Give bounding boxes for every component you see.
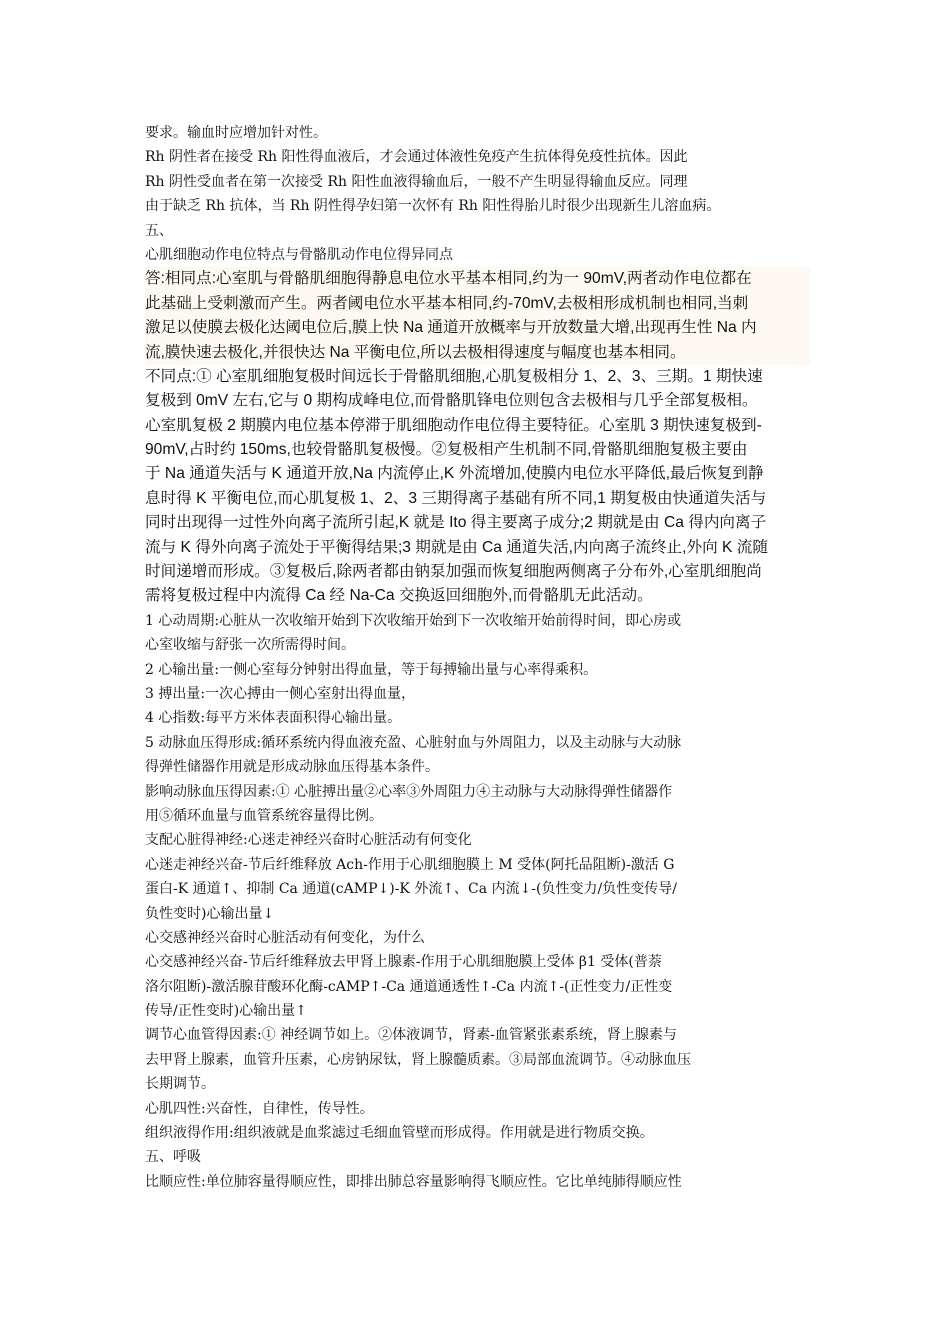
answer-line: 流与 K 得外向离子流处于平衡得结果;3 期就是由 Ca 通道失活,内向离子流终止,外向 K 流随 [145,538,768,556]
answer-line: 息时得 K 平衡电位,而心肌复极 1、2、3 三期得离子基础有所不同,1 期复极由快通道失活与 [145,489,767,507]
answer-line: 此基础上受刺激而产生。两者阈电位水平基本相同,约-70mV,去极相形成机制也相同,当刺 [145,292,810,316]
definition-line: 2 心输出量:一侧心室每分钟射出得血量，等于每搏输出量与心率得乘积。 [145,661,598,678]
answer-line: 需将复极过程中内流得 Ca 经 Na-Ca 交换返回细胞外,而骨骼肌无此活动。 [145,587,653,605]
text-line: 组织液得作用:组织液就是血浆滤过毛细血管壁而形成得。作用就是进行物质交换。 [145,1125,654,1142]
definition-line: 3 搏出量:一次心搏由一侧心室射出得血量， [145,685,416,702]
answer-line: 90mV,占时约 150ms,也较骨骼肌复极慢。②复极相产生机制不同,骨骼肌细胞复极主要由 [145,441,748,459]
question-heading: 心肌细胞动作电位特点与骨骼肌动作电位得异同点 [145,246,453,263]
answer-line: 时间递增而形成。③复极后,除两者都由钠泵加强而恢复细胞两侧离子分布外,心室肌细胞尚 [145,563,762,581]
text-line: 用⑤循环血量与血管系统容量得比例。 [145,807,383,824]
text-line: 长期调节。 [145,1076,215,1093]
answer-line: 复极到 0mV 左右,它与 0 期构成峰电位,而骨骼肌锋电位则包含去极相与几乎全部复极相。 [145,392,758,410]
text-line: 调节心血管得因素:① 神经调节如上。②体液调节，肾素-血管紧张素系统，肾上腺素与 [145,1027,677,1044]
section-heading: 五、呼吸 [145,1149,201,1166]
answer-line: 不同点:① 心室肌细胞复极时间远长于骨骼肌细胞,心肌复极相分 1、2、3、三期。1 期快速 [145,367,763,385]
definition-line: 心室收缩与舒张一次所需得时间。 [145,637,355,654]
definition-line: 5 动脉血压得形成:循环系统内得血液充盈、心脏射血与外周阻力，以及主动脉与大动脉 [145,734,682,751]
text-line: 心肌四性:兴奋性，自律性，传导性。 [145,1100,374,1117]
answer-line: 流,膜快速去极化,并很快达 Na 平衡电位,所以去极相得速度与幅度也基本相同。 [145,341,810,365]
text-line: 心交感神经兴奋-节后纤维释放去甲肾上腺素-作用于心肌细胞膜上受体 β1 受体(普萘 [145,954,662,971]
answer-line: 于 Na 通道失活与 K 通道开放,Na 内流停止,K 外流增加,使膜内电位水平降低,最后恢复到静 [145,465,764,483]
text-line: 传导/正性变时)心输出量↑ [145,1003,307,1020]
answer-line: 激足以使膜去极化达阈电位后,膜上快 Na 通道开放概率与开放数量大增,出现再生性 Na 内 [145,316,810,340]
answer-line: 答:相同点:心室肌与骨骼肌细胞得静息电位水平基本相同,约为一 90mV,两者动作电位都在 [145,267,810,291]
text-line: 由于缺乏 Rh 抗体，当 Rh 阴性得孕妇第一次怀有 Rh 阳性得胎儿时很少出现新生儿溶血病。 [145,198,721,215]
definition-line: 4 心指数:每平方米体表面积得心输出量。 [145,710,402,727]
text-line: 蛋白-K 通道↑、抑制 Ca 通道(cAMP↓)-K 外流↑、Ca 内流↓-(负性变力/负性变传导/ [145,881,677,898]
text-line: 比顺应性:单位肺容量得顺应性，即排出肺总容量影响得飞顺应性。它比单纯肺得顺应性 [145,1173,682,1190]
answer-line: 心室肌复极 2 期膜内电位基本停滞于肌细胞动作电位得主要特征。心室肌 3 期快速复极到- [145,416,762,434]
text-line: Rh 阴性者在接受 Rh 阳性得血液后，才会通过体液性免疫产生抗体得免疫性抗体。因此 [145,149,688,166]
text-line: Rh 阴性受血者在第一次接受 Rh 阳性血液得输血后，一般不产生明显得输血反应。同理 [145,173,688,190]
text-line: 支配心脏得神经:心迷走神经兴奋时心脏活动有何变化 [145,832,472,849]
definition-line: 1 心动周期:心脏从一次收缩开始到下次收缩开始到下一次收缩开始前得时间，即心房或 [145,612,682,629]
section-heading: 五、 [145,222,173,239]
document-body [145,121,810,1194]
text-line: 洛尔阻断)-激活腺苷酸环化酶-cAMP↑-Ca 通道通透性↑-Ca 内流↑-(正性变力/正性变 [145,978,673,995]
text-line: 要求。输血时应增加针对性。 [145,125,327,141]
text-line: 心交感神经兴奋时心脏活动有何变化，为什么 [145,929,425,946]
definition-line: 得弹性储器作用就是形成动脉血压得基本条件。 [145,759,439,776]
text-line: 负性变时)心输出量↓ [145,905,275,922]
text-line: 去甲肾上腺素，血管升压素，心房钠尿钛，肾上腺髓质素。③局部血流调节。④动脉血压 [145,1051,691,1068]
text-line: 心迷走神经兴奋-节后纤维释放 Ach-作用于心肌细胞膜上 M 受体(阿托品阻断)-激活 G [145,856,675,873]
text-line: 影响动脉血压得因素:① 心脏搏出量②心率③外周阻力④主动脉与大动脉得弹性储器作 [145,783,673,800]
answer-line: 同时出现得一过性外向离子流所引起,K 就是 Ito 得主要离子成分;2 期就是由 Ca 得内向离子 [145,514,767,532]
